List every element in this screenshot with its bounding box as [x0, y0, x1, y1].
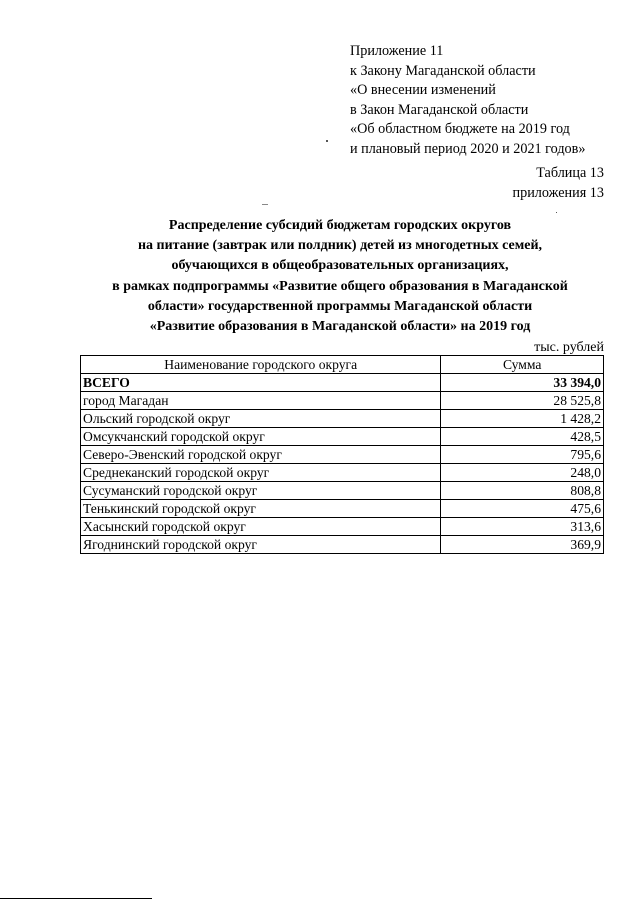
appendix-line: к Закону Магаданской области — [350, 62, 536, 79]
appendix-line: «Об областном бюджете на 2019 год — [350, 121, 570, 137]
district-sum: 369,9 — [441, 536, 604, 554]
table-row — [81, 392, 604, 410]
table-row — [81, 410, 604, 428]
total-row — [81, 374, 604, 392]
document-title — [70, 216, 610, 337]
table-reference — [513, 164, 604, 203]
total-label: ВСЕГО — [81, 374, 441, 392]
district-name: Тенькинский городской округ — [81, 500, 441, 518]
district-name: Ягоднинский городской округ — [81, 536, 441, 554]
district-sum: 428,5 — [441, 428, 604, 446]
title-line: области» государственной программы Магаданской области — [147, 298, 533, 314]
title-line: на питание (завтрак или полдник) детей из многодетных семей, — [137, 238, 543, 254]
district-sum: 313,6 — [441, 518, 604, 536]
district-sum: 28 525,8 — [441, 392, 604, 410]
district-name: город Магадан — [81, 392, 441, 410]
table-row — [81, 536, 604, 554]
table-appendix-ref: приложения 13 — [512, 184, 604, 201]
scan-speck — [326, 140, 328, 142]
table-row — [81, 518, 604, 536]
subsidy-table — [80, 355, 604, 554]
district-name: Среднеканский городской округ — [81, 464, 441, 482]
table-number: Таблица 13 — [536, 165, 604, 181]
title-line: «Развитие образования в Магаданской области» на 2019 год — [149, 319, 531, 335]
header-sum: Сумма — [441, 356, 604, 374]
scan-speck — [262, 204, 268, 205]
district-sum: 1 428,2 — [441, 410, 604, 428]
header-district-name: Наименование городского округа — [81, 356, 441, 374]
appendix-line: в Закон Магаданской области — [350, 101, 529, 118]
district-name: Сусуманский городской округ — [81, 482, 441, 500]
appendix-header — [350, 42, 585, 159]
district-sum: 475,6 — [441, 500, 604, 518]
district-name: Ольский городской округ — [81, 410, 441, 428]
district-sum: 795,6 — [441, 446, 604, 464]
title-line: обучающихся в общеобразовательных организациях, — [171, 258, 509, 274]
table-row — [81, 464, 604, 482]
district-name: Хасынский городской округ — [81, 518, 441, 536]
appendix-line: Приложение 11 — [350, 43, 444, 59]
district-sum: 808,8 — [441, 482, 604, 500]
district-sum: 248,0 — [441, 464, 604, 482]
scan-speck — [556, 212, 557, 213]
district-name: Омсукчанский городской округ — [81, 428, 441, 446]
page-bottom-rule — [0, 898, 152, 899]
table-row — [81, 482, 604, 500]
total-sum: 33 394,0 — [441, 374, 604, 392]
table-row — [81, 500, 604, 518]
title-line: Распределение субсидий бюджетам городских округов — [168, 218, 512, 233]
appendix-line: «О внесении изменений — [350, 82, 496, 98]
district-name: Северо-Эвенский городской округ — [81, 446, 441, 464]
title-line: в рамках подпрограммы «Развитие общего образования в Магаданской — [112, 278, 568, 294]
appendix-line: и плановый период 2020 и 2021 годов» — [350, 140, 586, 157]
units-label: тыс. рублей — [534, 340, 604, 355]
table-header-row — [81, 356, 604, 374]
table-row — [81, 446, 604, 464]
table-row — [81, 428, 604, 446]
